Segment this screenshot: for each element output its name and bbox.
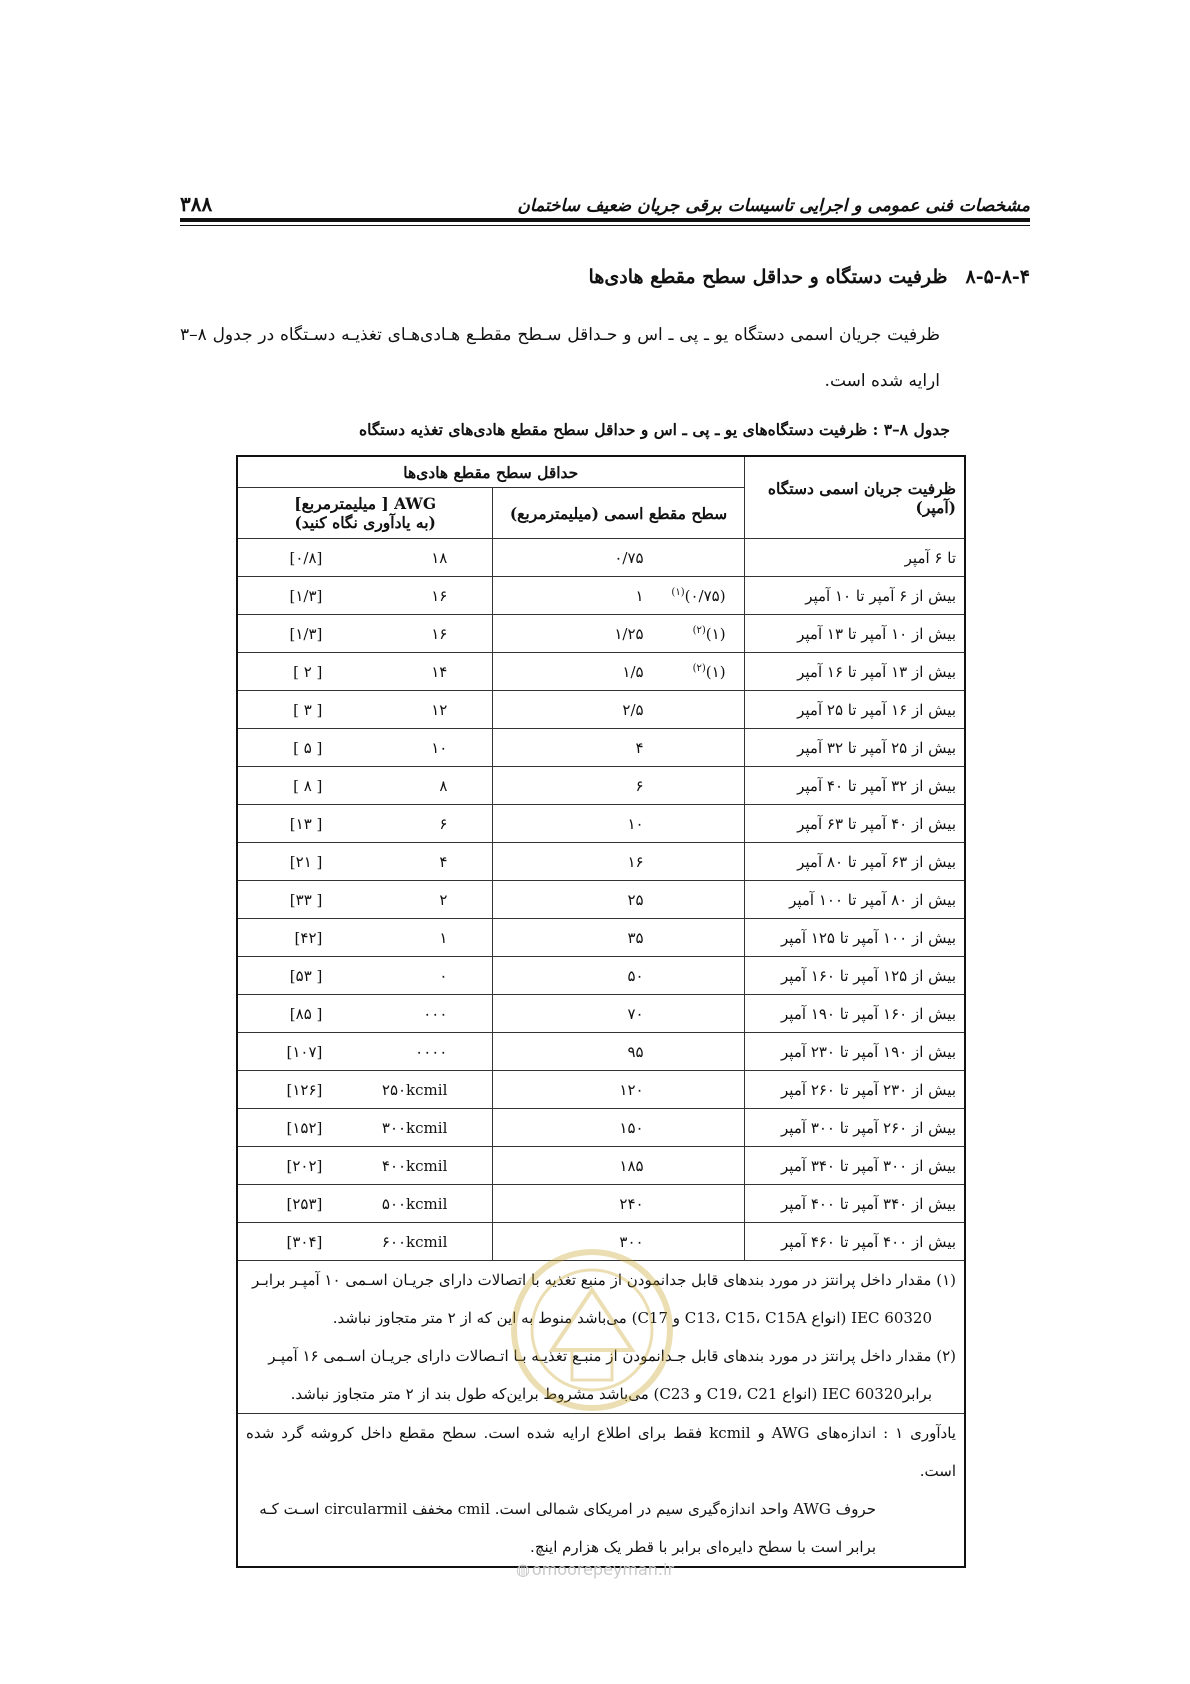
nominal-value: ۳۵ [627,928,644,947]
awg-mm-value: [۳۰۴] [286,1232,323,1251]
table-notes [237,1261,965,1414]
brand-logo-icon: ◍ [515,1560,530,1579]
section-number: ۸-۵-۸-۴ [965,266,1030,288]
header-rule-thin [180,225,1030,226]
rating-cell: بیش از ۱۶۰ آمپر تا ۱۹۰ آمپر [744,995,965,1033]
nominal-cell [493,1223,744,1261]
nominal-cell [493,691,744,729]
rating-cell: بیش از ۲۵ آمپر تا ۳۲ آمپر [744,729,965,767]
table-row [237,919,965,957]
rating-cell: بیش از ۶ آمپر تا ۱۰ آمپر [744,577,965,615]
nominal-value: ۹۵ [627,1042,644,1061]
awg-size: ۲ [439,890,448,909]
nominal-value: ۱ [635,586,644,605]
awg-mm-value: [۱۲۶] [286,1080,323,1099]
section-heading [180,266,1030,288]
awg-cell [237,1147,493,1185]
table-row [237,957,965,995]
nominal-cell [493,1071,744,1109]
paren-value: (۱) [705,624,726,643]
nominal-cell [493,1033,744,1071]
table-row [237,995,965,1033]
header-awg-line1: AWG [ میلیمترمربع] [294,494,437,513]
footnote-marker: (۲) [692,624,706,636]
nominal-cell [493,805,744,843]
awg-cell [237,881,493,919]
table-row [237,1071,965,1109]
awg-size: ۱۸ [431,548,448,567]
table-row [237,691,965,729]
rating-cell: بیش از ۳۰۰ آمپر تا ۳۴۰ آمپر [744,1147,965,1185]
awg-cell [237,805,493,843]
header-group: حداقل سطح مقطع هادی‌ها [237,456,744,488]
nominal-value: ۶ [635,776,644,795]
awg-size: ۱۰ [431,738,448,757]
awg-mm-value: [۱۵۲] [286,1118,323,1137]
nominal-value: ۱۲۰ [619,1080,644,1099]
awg-size: ۱۶ [431,624,448,643]
table-row [237,1033,965,1071]
note-1-line2: IEC 60320 (انواع C13، C15، C15A و C17) می‌باشد منوط به این که از ۲ متر متجاوز نباشد. [332,1309,932,1327]
awg-mm-value: [ ۲ ] [293,662,323,681]
nominal-paren-value [693,663,726,681]
rating-cell: بیش از ۱۳ آمپر تا ۱۶ آمپر [744,653,965,691]
table-row [237,539,965,577]
table-row [237,1185,965,1223]
rating-cell: بیش از ۸۰ آمپر تا ۱۰۰ آمپر [744,881,965,919]
nominal-paren-value [693,625,726,643]
awg-mm-value: [۱۳ ] [289,814,323,833]
awg-mm-value: [۲۰۲] [286,1156,323,1175]
nominal-cell [493,653,744,691]
awg-mm-value: [ ۸ ] [293,776,323,795]
header-rating: ظرفیت جریان اسمی دستگاه (آمپر) [744,456,965,539]
nominal-cell [493,1109,744,1147]
awg-cell [237,767,493,805]
rating-cell: بیش از ۲۶۰ آمپر تا ۳۰۰ آمپر [744,1109,965,1147]
nominal-value: ۱۸۵ [619,1156,644,1175]
table-caption: جدول ۸–۳ : ظرفیت دستگاه‌های یو ـ پی ـ اس و حداقل سطح مقطع هادی‌های تغذیه دستگاه [359,420,950,439]
nominal-cell [493,995,744,1033]
header-awg [237,488,493,539]
table-remark [237,1414,965,1568]
page-number: ۳۸۸ [180,192,213,216]
remark-line2: حروف AWG واحد اندازه‌گیری سیم در امریکای شمالی است. cmil مخفف circularmil اسـت کـه [259,1500,876,1518]
awg-mm-value: [ ۳ ] [293,700,323,719]
awg-cell [237,653,493,691]
awg-cell [237,1033,493,1071]
table-row [237,1147,965,1185]
awg-mm-value: [ ۵ ] [293,738,323,757]
awg-size: ۱۴ [431,662,448,681]
paren-value: (۰/۷۵) [684,586,726,605]
table-row [237,577,965,615]
rating-cell: بیش از ۱۹۰ آمپر تا ۲۳۰ آمپر [744,1033,965,1071]
remark-line1: یادآوری ۱ : اندازه‌های AWG و kcmil فقط برای اطلاع ارایه شده است. سطح مقطع داخل کروشه گرد شده است. [246,1424,956,1480]
nominal-cell [493,1147,744,1185]
nominal-value: ۲/۵ [622,700,644,719]
nominal-cell [493,539,744,577]
table-row [237,1109,965,1147]
awg-size: ۱۶ [431,586,448,605]
awg-size: ۲۵۰kcmil [381,1080,448,1099]
header-awg-line2: (به یادآوری نگاه کنید) [294,513,436,532]
awg-size: ۱ [439,928,448,947]
awg-size: ۶۰۰kcmil [381,1232,448,1251]
awg-mm-value: [۲۵۳] [286,1194,323,1213]
awg-cell [237,577,493,615]
table-row [237,729,965,767]
ups-conductor-table [236,455,966,1568]
awg-cell [237,615,493,653]
note-1-line1: (۱) مقدار داخل پرانتز در مورد بندهای قابل جدانمودن از منبع تغذیه با اتصالات دارای جریـان اسـمی ۱۰ آمپـر برابـر [252,1271,956,1289]
footer-brand-text: omoorepeyman.ir [531,1560,675,1579]
awg-cell [237,843,493,881]
awg-size: ۴۰۰kcmil [381,1156,448,1175]
awg-cell [237,995,493,1033]
awg-mm-value: [۸۵ ] [289,1004,323,1023]
awg-size: ۴ [439,852,448,871]
awg-cell [237,1223,493,1261]
nominal-cell [493,919,744,957]
rating-cell: بیش از ۴۰ آمپر تا ۶۳ آمپر [744,805,965,843]
running-header-title: مشخصات فنی عمومی و اجرایی تاسیسات برقی جریان ضعیف ساختمان [517,196,1030,216]
nominal-value: ۱۶ [627,852,644,871]
awg-mm-value: [۴۲] [294,928,323,947]
awg-size: ۳۰۰kcmil [381,1118,448,1137]
awg-cell [237,1185,493,1223]
nominal-cell [493,729,744,767]
rating-cell: بیش از ۱۲۵ آمپر تا ۱۶۰ آمپر [744,957,965,995]
header-nominal: سطح مقطع اسمی (میلیمترمربع) [493,488,744,539]
awg-size: ۰۰۰ [423,1004,448,1023]
table-row [237,653,965,691]
nominal-value: ۷۰ [627,1004,644,1023]
awg-cell [237,919,493,957]
footer-brand [0,1560,1190,1579]
nominal-cell [493,957,744,995]
awg-cell [237,1109,493,1147]
rating-cell: بیش از ۳۴۰ آمپر تا ۴۰۰ آمپر [744,1185,965,1223]
awg-size: ۰ [439,966,448,985]
intro-paragraph: ظرفیت جریان اسمی دستگاه یو ـ پی ـ اس و حـداقل سـطح مقطـع هـادی‌هـای تغذیـه دسـتگاه در جدول ۸–۳ ارایه شده است. [180,325,940,391]
table-row [237,805,965,843]
awg-cell [237,539,493,577]
awg-size: ۰۰۰۰ [415,1042,448,1061]
awg-mm-value: [۳۳ ] [289,890,323,909]
header-rule-thick [180,218,1030,222]
awg-mm-value: [۱۰۷] [286,1042,323,1061]
awg-cell [237,691,493,729]
nominal-value: ۱/۲۵ [614,624,644,643]
nominal-value: ۱۵۰ [619,1118,644,1137]
rating-cell: بیش از ۲۳۰ آمپر تا ۲۶۰ آمپر [744,1071,965,1109]
footnote-marker: (۱) [671,586,685,598]
awg-mm-value: [۵۳ ] [289,966,323,985]
nominal-cell [493,615,744,653]
nominal-value: ۱۰ [627,814,644,833]
footnote-marker: (۲) [692,662,706,674]
awg-cell [237,729,493,767]
remark-line3: برابر است با سطح دایره‌ای برابر با قطر یک هزارم اینچ. [530,1538,876,1556]
table-row [237,767,965,805]
nominal-cell [493,767,744,805]
page-header [180,180,1030,216]
awg-mm-value: [۱/۳] [289,586,323,605]
nominal-value: ۲۵ [627,890,644,909]
table-row [237,843,965,881]
rating-cell: بیش از ۳۲ آمپر تا ۴۰ آمپر [744,767,965,805]
nominal-value: ۳۰۰ [619,1232,644,1251]
table-row [237,1223,965,1261]
rating-cell: بیش از ۱۶ آمپر تا ۲۵ آمپر [744,691,965,729]
nominal-cell [493,843,744,881]
paren-value: (۱) [705,662,726,681]
awg-size: ۱۲ [431,700,448,719]
nominal-value: ۴ [635,738,644,757]
rating-cell: بیش از ۶۳ آمپر تا ۸۰ آمپر [744,843,965,881]
table-body [237,539,965,1261]
table-row [237,615,965,653]
awg-size: ۶ [439,814,448,833]
rating-cell: بیش از ۱۰۰ آمپر تا ۱۲۵ آمپر [744,919,965,957]
rating-cell: بیش از ۴۰۰ آمپر تا ۴۶۰ آمپر [744,1223,965,1261]
awg-cell [237,1071,493,1109]
nominal-cell [493,881,744,919]
rating-cell: بیش از ۱۰ آمپر تا ۱۳ آمپر [744,615,965,653]
nominal-value: ۱/۵ [622,662,644,681]
note-2-line2: برابرIEC 60320 (انواع C19، C21 و C23) می‌باشد مشروط براین‌که طول بند از ۲ متر متجاوز نباشد. [290,1385,932,1403]
awg-size: ۸ [439,776,448,795]
note-2-line1: (۲) مقدار داخل پرانتز در مورد بندهای قابل جـدانمودن از منبـع تغذیـه بـا اتـصالات دارای جریـان اسـمی ۱۶ آمپـر [268,1347,956,1365]
nominal-value: ۲۴۰ [619,1194,644,1213]
nominal-paren-value [671,587,725,605]
awg-mm-value: [۰/۸] [289,548,323,567]
rating-cell: تا ۶ آمپر [744,539,965,577]
awg-size: ۵۰۰kcmil [381,1194,448,1213]
nominal-cell [493,577,744,615]
nominal-value: ۰/۷۵ [614,548,644,567]
section-title: ظرفیت دستگاه و حداقل سطح مقطع هادی‌ها [588,266,948,288]
nominal-value: ۵۰ [627,966,644,985]
table-row [237,881,965,919]
awg-mm-value: [۲۱ ] [289,852,323,871]
awg-mm-value: [۱/۳] [289,624,323,643]
nominal-cell [493,1185,744,1223]
awg-cell [237,957,493,995]
